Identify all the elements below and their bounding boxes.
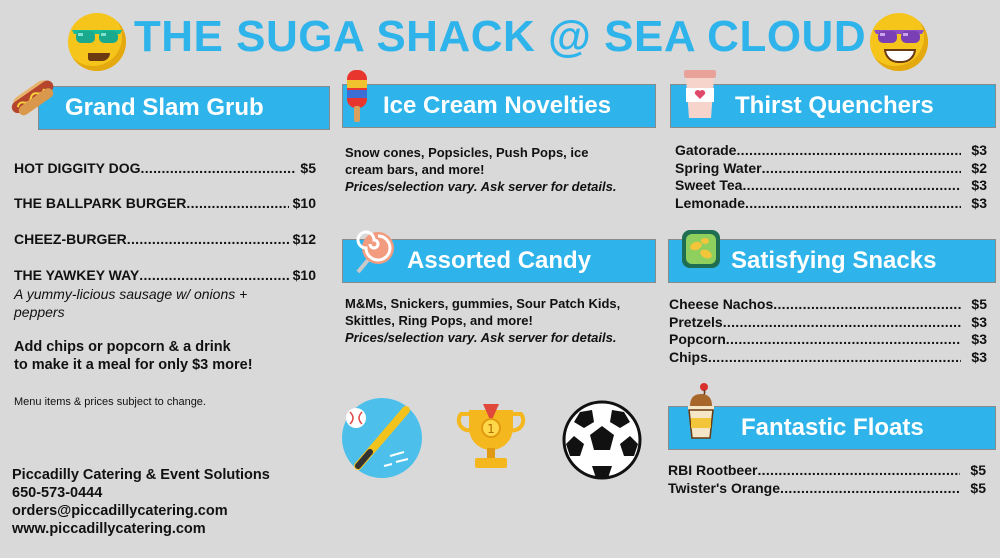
candy-description: Skittles, Ring Pops, and more! bbox=[345, 313, 533, 328]
item-price: $5 bbox=[970, 462, 986, 478]
item-price: $5 bbox=[300, 160, 316, 176]
page-title: THE SUGA SHACK @ SEA CLOUD bbox=[133, 12, 867, 61]
menu-item bbox=[675, 142, 987, 160]
trophy-icon bbox=[455, 402, 527, 474]
item-name: Twister's Orange bbox=[668, 480, 780, 496]
icecream-note: Prices/selection vary. Ask server for details. bbox=[345, 179, 617, 194]
item-name: Chips bbox=[669, 348, 708, 365]
menu-item bbox=[669, 349, 987, 367]
menu-item bbox=[14, 267, 316, 283]
candy-heading: Assorted Candy bbox=[407, 247, 592, 274]
meal-offer-line: to make it a meal for only $3 more! bbox=[14, 357, 253, 373]
menu-item bbox=[668, 480, 986, 498]
coffee-cup-icon bbox=[680, 68, 720, 120]
floats-heading: Fantastic Floats bbox=[741, 414, 924, 441]
item-name: Cheese Nachos bbox=[669, 296, 774, 312]
item-name: Spring Water bbox=[675, 159, 762, 176]
floats-list bbox=[668, 462, 986, 498]
ice-cream-float-icon bbox=[684, 382, 718, 442]
popsicle-icon bbox=[344, 68, 370, 124]
item-name: THE YAWKEY WAY bbox=[14, 267, 140, 283]
item-name: THE BALLPARK BURGER bbox=[14, 195, 187, 211]
item-price: $3 bbox=[971, 331, 987, 347]
item-price: $2 bbox=[971, 159, 987, 176]
website-url: www.piccadillycatering.com bbox=[12, 521, 206, 537]
menu-item bbox=[669, 314, 987, 332]
menu-item bbox=[14, 195, 316, 211]
item-name: Popcorn bbox=[669, 331, 726, 347]
menu-item bbox=[14, 231, 316, 247]
lollipop-icon bbox=[354, 228, 400, 274]
grub-banner bbox=[38, 86, 330, 130]
grinning-sunglasses-emoji-icon bbox=[870, 13, 928, 71]
snacks-heading: Satisfying Snacks bbox=[731, 247, 937, 274]
icecream-heading: Ice Cream Novelties bbox=[383, 92, 612, 119]
yawkey-description: A yummy-licious sausage w/ onions + peppers bbox=[14, 286, 248, 320]
icecream-banner bbox=[342, 84, 656, 128]
menu-item bbox=[675, 177, 987, 195]
candy-note: Prices/selection vary. Ask server for details. bbox=[345, 330, 617, 345]
soccer-ball-icon bbox=[562, 400, 642, 480]
menu-item bbox=[675, 195, 987, 213]
item-price: $10 bbox=[292, 195, 316, 211]
item-price: $3 bbox=[971, 142, 987, 158]
item-name: Sweet Tea bbox=[675, 177, 743, 193]
menu-item bbox=[675, 160, 987, 178]
item-price: $3 bbox=[971, 348, 987, 365]
item-name: Gatorade bbox=[675, 142, 737, 158]
item-price: $3 bbox=[971, 177, 987, 193]
trophy-number: 1 bbox=[487, 422, 495, 436]
item-name: Pretzels bbox=[669, 313, 723, 330]
grub-heading: Grand Slam Grub bbox=[65, 94, 264, 121]
item-price: $5 bbox=[970, 480, 986, 496]
item-price: $12 bbox=[292, 231, 316, 247]
baseball-bat-icon bbox=[340, 396, 424, 480]
chips-bag-icon bbox=[678, 226, 724, 272]
menu-item bbox=[669, 296, 987, 314]
menu-item bbox=[669, 331, 987, 349]
item-name: RBI Rootbeer bbox=[668, 462, 758, 478]
contact-block bbox=[12, 466, 270, 538]
item-price: $10 bbox=[292, 267, 316, 283]
thirst-list bbox=[675, 142, 987, 212]
item-name: CHEEZ-BURGER bbox=[14, 231, 127, 247]
item-name: HOT DIGGITY DOG bbox=[14, 160, 141, 176]
sunglasses-emoji-icon bbox=[68, 13, 126, 71]
company-name: Piccadilly Catering & Event Solutions bbox=[12, 467, 270, 483]
menu-item bbox=[668, 462, 986, 480]
thirst-heading: Thirst Quenchers bbox=[735, 92, 934, 119]
icecream-description: Snow cones, Popsicles, Push Pops, ice bbox=[345, 145, 589, 160]
hot-dog-icon bbox=[6, 70, 58, 122]
item-price: $3 bbox=[971, 194, 987, 211]
phone-number: 650-573-0444 bbox=[12, 485, 103, 501]
menu-item bbox=[14, 160, 316, 180]
icecream-description: cream bars, and more! bbox=[345, 162, 485, 177]
item-name: Lemonade bbox=[675, 194, 746, 211]
item-price: $5 bbox=[971, 296, 987, 312]
candy-description: M&Ms, Snickers, gummies, Sour Patch Kids, bbox=[345, 296, 621, 311]
email-address: orders@piccadillycatering.com bbox=[12, 503, 228, 519]
price-disclaimer: Menu items & prices subject to change. bbox=[14, 396, 206, 408]
snacks-list bbox=[669, 296, 987, 366]
item-price: $3 bbox=[971, 313, 987, 330]
meal-offer-line: Add chips or popcorn & a drink bbox=[14, 339, 231, 355]
